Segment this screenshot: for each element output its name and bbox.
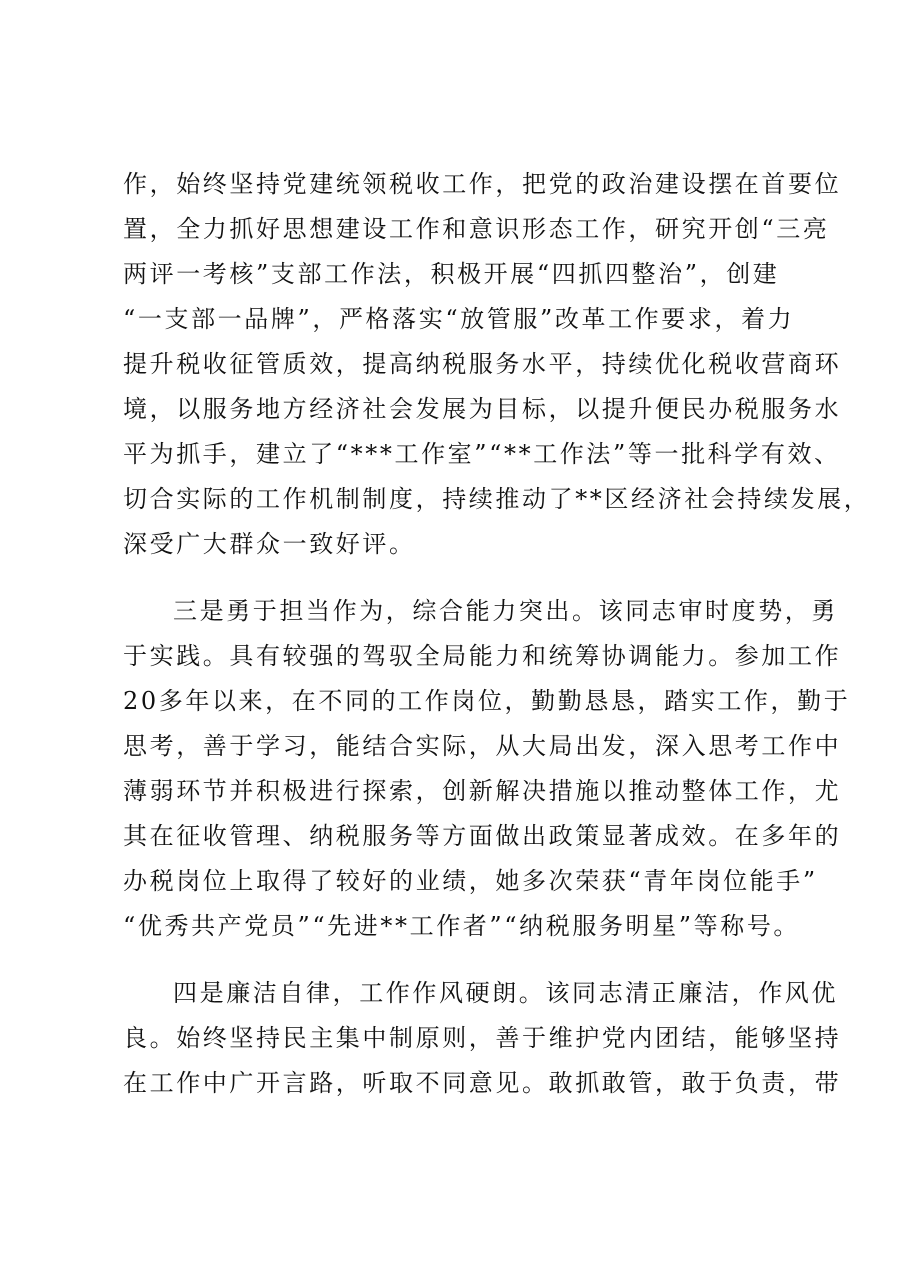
text-line: 三是勇于担当作为，综合能力突出。该同志审时度势，勇 bbox=[173, 597, 838, 625]
text-line: 办税岗位上取得了较好的业绩，她多次荣获“青年岗位能手” bbox=[123, 867, 818, 895]
text-line: 平为抓手，建立了“***工作室”“**工作法”等一批科学有效、 bbox=[123, 440, 841, 468]
text-line: 20多年以来，在不同的工作岗位，勤勤恳恳，踏实工作，勤于 bbox=[123, 687, 851, 715]
text-line: 深受广大群众一致好评。 bbox=[123, 530, 416, 558]
document-body bbox=[123, 162, 871, 1106]
text-line: 思考，善于学习，能结合实际，从大局出发，深入思考工作中 bbox=[123, 732, 842, 760]
text-line: 其在征收管理、纳税服务等方面做出政策显著成效。在多年的 bbox=[123, 822, 842, 850]
text-line: 于实践。具有较强的驾驭全局能力和统筹协调能力。参加工作 bbox=[123, 642, 842, 670]
text-line: 提升税收征管质效，提高纳税服务水平，持续优化税收营商环 bbox=[123, 350, 842, 378]
text-line: 四是廉洁自律，工作作风硬朗。该同志清正廉洁，作风优 bbox=[173, 979, 838, 1007]
paragraph-gap bbox=[123, 567, 823, 589]
text-line: 良。始终坚持民主集中制原则，善于维护党内团结，能够坚持 bbox=[123, 1024, 842, 1052]
text-line: 作，始终坚持党建统领税收工作，把党的政治建设摆在首要位 bbox=[123, 170, 842, 198]
text-line: 境，以服务地方经济社会发展为目标，以提升便民办税服务水 bbox=[123, 395, 842, 423]
text-line: “一支部一品牌”，严格落实“放管服”改革工作要求，着力 bbox=[123, 305, 795, 333]
text-line: 在工作中广开言路，听取不同意见。敢抓敢管，敢于负责，带 bbox=[123, 1069, 842, 1097]
text-line: 薄弱环节并积极进行探索，创新解决措施以推动整体工作，尤 bbox=[123, 777, 842, 805]
text-line: “优秀共产党员”“先进**工作者”“纳税服务明星”等称号。 bbox=[123, 912, 801, 940]
paragraph-four bbox=[123, 971, 842, 1106]
text-line: 两评一考核”支部工作法，积极开展“四抓四整治”，创建 bbox=[123, 260, 780, 288]
paragraph-continued bbox=[123, 162, 871, 567]
text-line: 切合实际的工作机制制度，持续推动了**区经济社会持续发展， bbox=[123, 485, 871, 513]
text-line: 置，全力抓好思想建设工作和意识形态工作，研究开创“三亮 bbox=[123, 215, 830, 243]
paragraph-three bbox=[123, 589, 851, 949]
paragraph-gap bbox=[123, 949, 823, 971]
